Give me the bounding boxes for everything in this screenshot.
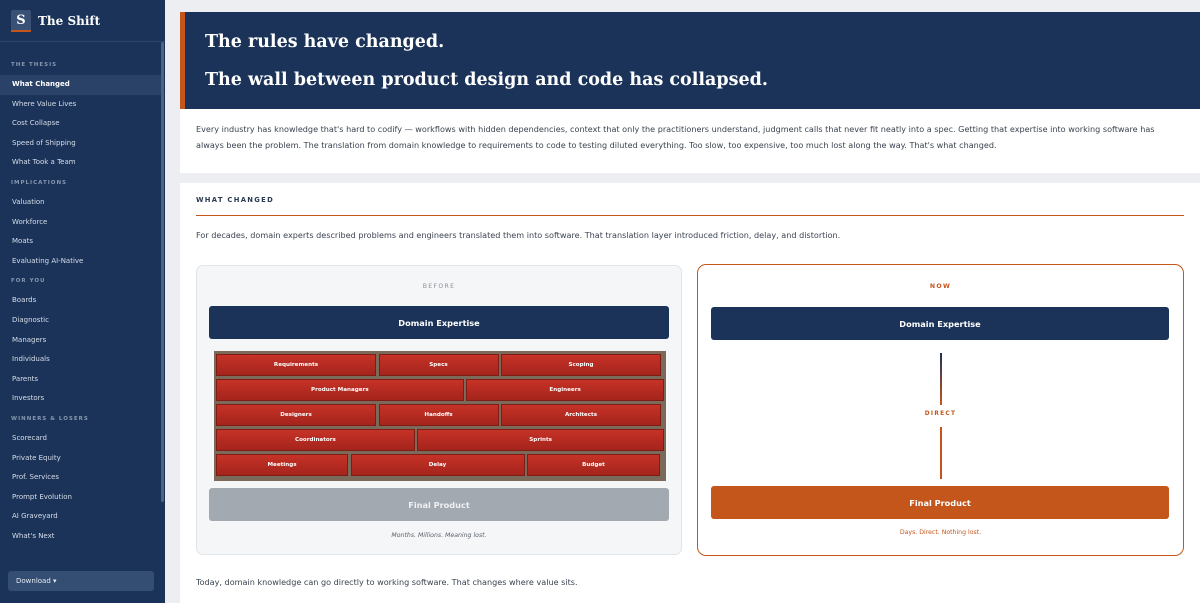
before-caption: Months. Millions. Meaning lost. — [391, 532, 487, 539]
hero-title-line2: The wall between product design and code has collapsed. — [205, 70, 768, 90]
sidebar-item-investors[interactable]: Investors — [12, 394, 45, 403]
sidebar-item-what-changed[interactable]: What Changed — [0, 75, 161, 95]
direct-connector-top — [940, 353, 942, 405]
hero-title-line1: The rules have changed. — [205, 32, 445, 52]
section-divider — [196, 215, 1184, 216]
nav-section-title: IMPLICATIONS — [11, 179, 68, 186]
brick-row — [216, 404, 664, 426]
brick-designers: Designers — [216, 404, 376, 426]
brick-scoping: Scoping — [501, 354, 661, 376]
section-text: For decades, domain experts described problems and engineers translated them into software. That translation layer introduced friction, delay, and distortion. — [196, 230, 841, 240]
brick-meetings: Meetings — [216, 454, 348, 476]
sidebar-item-evaluating-ai-native[interactable]: Evaluating AI-Native — [12, 256, 84, 265]
before-final-product: Final Product — [209, 488, 669, 521]
section-label: WHAT CHANGED — [196, 196, 275, 204]
sidebar-item-workforce[interactable]: Workforce — [12, 217, 48, 226]
sidebar — [0, 0, 165, 603]
nav-section-title: WINNERS & LOSERS — [11, 415, 89, 422]
main-content — [180, 12, 1200, 587]
sidebar-item-what-took-a-team[interactable]: What Took a Team — [12, 158, 76, 167]
brick-row — [216, 354, 664, 376]
brick-coordinators: Coordinators — [216, 429, 415, 451]
brick-engineers: Engineers — [466, 379, 664, 401]
brand[interactable] — [0, 0, 165, 42]
nav-section-title: FOR YOU — [11, 278, 46, 285]
sidebar-item-prompt-evolution[interactable]: Prompt Evolution — [12, 492, 72, 501]
sidebar-item-prof-services[interactable]: Prof. Services — [12, 473, 60, 482]
sidebar-nav — [0, 55, 161, 546]
brand-logo: S — [11, 10, 31, 32]
sidebar-item-moats[interactable]: Moats — [12, 237, 34, 246]
before-card — [196, 265, 682, 555]
hero-banner — [180, 12, 1200, 109]
sidebar-item-scorecard[interactable]: Scorecard — [12, 433, 47, 442]
what-changed-section — [180, 183, 1200, 603]
sidebar-item-cost-collapse[interactable]: Cost Collapse — [12, 119, 60, 128]
sidebar-item-what-s-next[interactable]: What's Next — [12, 531, 55, 540]
sidebar-item-diagnostic[interactable]: Diagnostic — [12, 315, 49, 324]
direct-connector-bottom — [940, 427, 942, 479]
brick-specs: Specs — [379, 354, 499, 376]
before-label: BEFORE — [422, 283, 456, 290]
now-card — [697, 264, 1184, 556]
brick-sprints: Sprints — [417, 429, 664, 451]
direct-label: DIRECT — [924, 411, 957, 417]
nav-section-title: THE THESIS — [11, 62, 58, 68]
sidebar-item-managers[interactable]: Managers — [12, 335, 47, 344]
brick-row — [216, 379, 664, 401]
brick-wall — [214, 351, 666, 481]
sidebar-item-parents[interactable]: Parents — [12, 374, 39, 383]
brick-delay: Delay — [351, 454, 525, 476]
brick-row — [216, 454, 664, 476]
before-domain-expertise: Domain Expertise — [209, 306, 669, 339]
brick-row — [216, 429, 664, 451]
now-label: NOW — [929, 283, 952, 290]
sidebar-item-speed-of-shipping[interactable]: Speed of Shipping — [12, 138, 76, 147]
now-final-product: Final Product — [711, 486, 1169, 519]
sidebar-item-boards[interactable]: Boards — [12, 296, 37, 305]
section-bottom-text: Today, domain knowledge can go directly to working software. That changes where value sits. — [196, 577, 578, 587]
sidebar-item-where-value-lives[interactable]: Where Value Lives — [12, 99, 77, 108]
download-button[interactable]: Download ▾ — [8, 571, 154, 591]
brand-name: The Shift — [38, 13, 101, 28]
brick-requirements: Requirements — [216, 354, 376, 376]
brick-handoffs: Handoffs — [379, 404, 499, 426]
intro-paragraph: Every industry has knowledge that's hard to codify — workflows with hidden dependencies, context that only the practitioners understand, judgment calls that never fit neatly into a spec. Getting that expertise into working software has always been the problem. The translation from domain knowledge to requirements to code to testing diluted everything. Too slow, too expensive, too much lost along the way. That's what changed. — [180, 109, 1200, 173]
brick-budget: Budget — [527, 454, 660, 476]
sidebar-item-ai-graveyard[interactable]: AI Graveyard — [12, 512, 58, 521]
now-caption: Days. Direct. Nothing lost. — [899, 529, 982, 536]
now-domain-expertise: Domain Expertise — [711, 307, 1169, 340]
sidebar-item-valuation[interactable]: Valuation — [12, 197, 45, 206]
brick-architects: Architects — [501, 404, 661, 426]
brick-product-managers: Product Managers — [216, 379, 464, 401]
sidebar-scrollbar[interactable] — [161, 42, 164, 502]
sidebar-item-private-equity[interactable]: Private Equity — [12, 453, 61, 462]
sidebar-item-individuals[interactable]: Individuals — [12, 355, 50, 364]
